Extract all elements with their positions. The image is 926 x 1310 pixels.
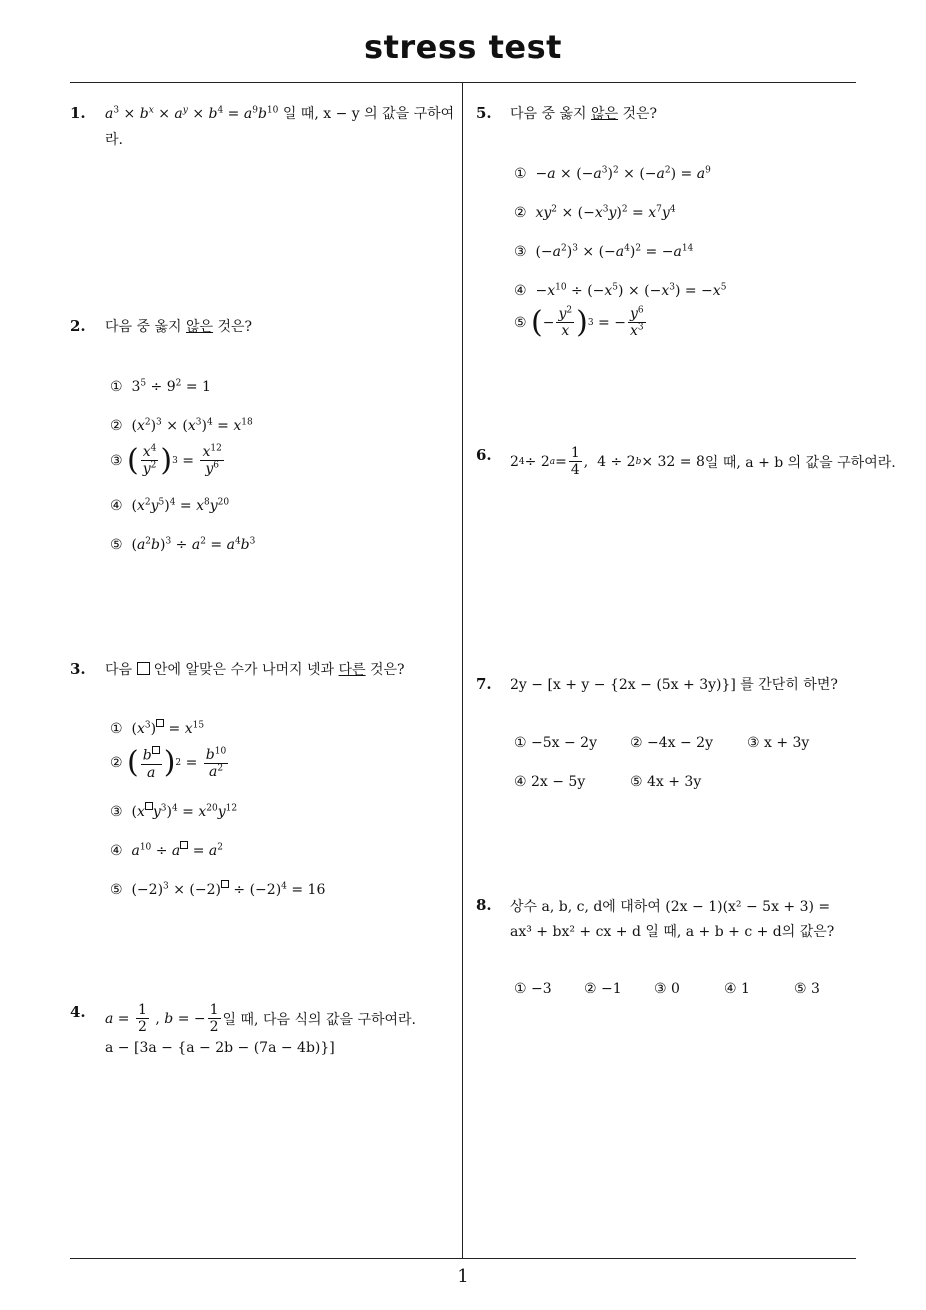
question-number-4: 4. — [70, 1003, 86, 1021]
question-5-choice-2[interactable]: ② $xy^2 \times (-x^3y)^2 = x^7y^4$ — [514, 204, 676, 221]
question-5-choice-4[interactable]: ④ $-x^{10} \div (-x^5) \times (-x^3) = -x^5$ — [514, 282, 727, 299]
question-number-6: 6. — [476, 446, 492, 464]
question-number-3: 3. — [70, 660, 86, 678]
question-3-choice-2[interactable]: ② ( $\frac{b}{a}$ ) 2 = $\frac{b^{10}}{a^2}$ — [110, 745, 227, 781]
question-number-2: 2. — [70, 317, 86, 335]
question-number-7: 7. — [476, 675, 492, 693]
question-7-choice-4[interactable]: ④ 2x − 5y — [514, 774, 586, 790]
bottom-rule — [70, 1258, 856, 1259]
question-8-choice-3[interactable]: ③ 0 — [654, 981, 680, 997]
question-number-8: 8. — [476, 896, 492, 914]
column-divider — [462, 83, 463, 1259]
page-title: stress test — [364, 28, 562, 66]
question-7-choice-2[interactable]: ② −4x − 2y — [630, 735, 713, 751]
question-7-choice-1[interactable]: ① −5x − 2y — [514, 735, 597, 751]
question-number-5: 5. — [476, 104, 492, 122]
question-8-text-line-2: ax³ + bx² + cx + d 일 때, a + b + c + d의 값은? — [510, 924, 835, 940]
question-7-choice-5[interactable]: ⑤ 4x + 3y — [630, 774, 702, 790]
question-7-text: 2y − [x + y − {2x − (5x + 3y)}] 를 간단히 하면? — [510, 677, 838, 693]
question-8-choice-4[interactable]: ④ 1 — [724, 981, 750, 997]
question-4-text: a = $\frac{1}{2}$ , b = − $\frac{1}{2}$ 일 때, 다음 식의 값을 구하여라. — [105, 1002, 416, 1035]
question-2-choice-2[interactable]: ② $(x^2)^3 \times (x^3)^4 = x^{18}$ — [110, 417, 253, 434]
question-3-choice-1[interactable]: ① $(x^3) = x^{15}$ — [110, 720, 205, 737]
question-7-choice-3[interactable]: ③ x + 3y — [747, 735, 810, 751]
question-2-choice-1[interactable]: ① $3^5 \div 9^2 = 1$ — [110, 378, 211, 395]
question-5-choice-1[interactable]: ① $-a \times (-a^3)^2 \times (-a^2) = a^9$ — [514, 165, 711, 182]
question-8-choice-5[interactable]: ⑤ 3 — [794, 981, 820, 997]
question-2-choice-4[interactable]: ④ $(x^2y^5)^4 = x^8y^{20}$ — [110, 497, 230, 514]
question-1-text: $a^3 \times b^x \times a^y \times b^4 = a^9b^{10}$ 일 때, x − y 의 값을 구하여라. — [105, 105, 455, 148]
question-8-choice-2[interactable]: ② −1 — [584, 981, 622, 997]
question-2-choice-5[interactable]: ⑤ $(a^2b)^3 \div a^2 = a^4b^3$ — [110, 536, 256, 553]
question-5-choice-5[interactable]: ⑤ ( − $\frac{y^2}{x}$ ) 3 = − $\frac{y^6}{x^3}$ — [514, 304, 644, 340]
question-3-choice-3[interactable]: ③ (x $y^3)^4 = x^{20}y^{12}$ — [110, 803, 238, 820]
question-3-choice-5[interactable]: ⑤ $(-2)^3 \times (-2) \div (-2)^4 = 16$ — [110, 881, 326, 898]
question-5-prompt: 다음 중 옳지 않은 것은? — [510, 106, 658, 122]
question-8-choice-1[interactable]: ① −3 — [514, 981, 552, 997]
question-2-prompt: 다음 중 옳지 않은 것은? — [105, 319, 253, 335]
question-number-1: 1. — [70, 104, 86, 122]
question-4-expression: a − [3a − {a − 2b − (7a − 4b)}] — [105, 1040, 335, 1056]
question-2-choice-3[interactable]: ③ ( $\frac{x^4}{y^2}$ ) 3 = $\frac{x^{12}}{y^6}$ — [110, 442, 222, 478]
page-number: 1 — [457, 1266, 469, 1287]
question-3-choice-4[interactable]: ④ $a^{10} \div a = a^2$ — [110, 842, 224, 859]
blank-box-icon — [137, 662, 150, 675]
question-5-choice-3[interactable]: ③ $(-a^2)^3 \times (-a^4)^2 = -a^{14}$ — [514, 243, 694, 260]
question-6-text: 2 4 ÷ 2 a = $\frac{1}{4}$ , 4 ÷ 2 b × 32 = 8 일 때, a + b 의 값을 구하여라. — [510, 445, 896, 478]
question-3-prompt: 다음 안에 알맞은 수가 나머지 넷과 다른 것은? — [105, 662, 405, 678]
top-rule — [70, 82, 856, 83]
question-8-text-line-1: 상수 a, b, c, d에 대하여 (2x − 1)(x² − 5x + 3) = — [510, 899, 831, 915]
